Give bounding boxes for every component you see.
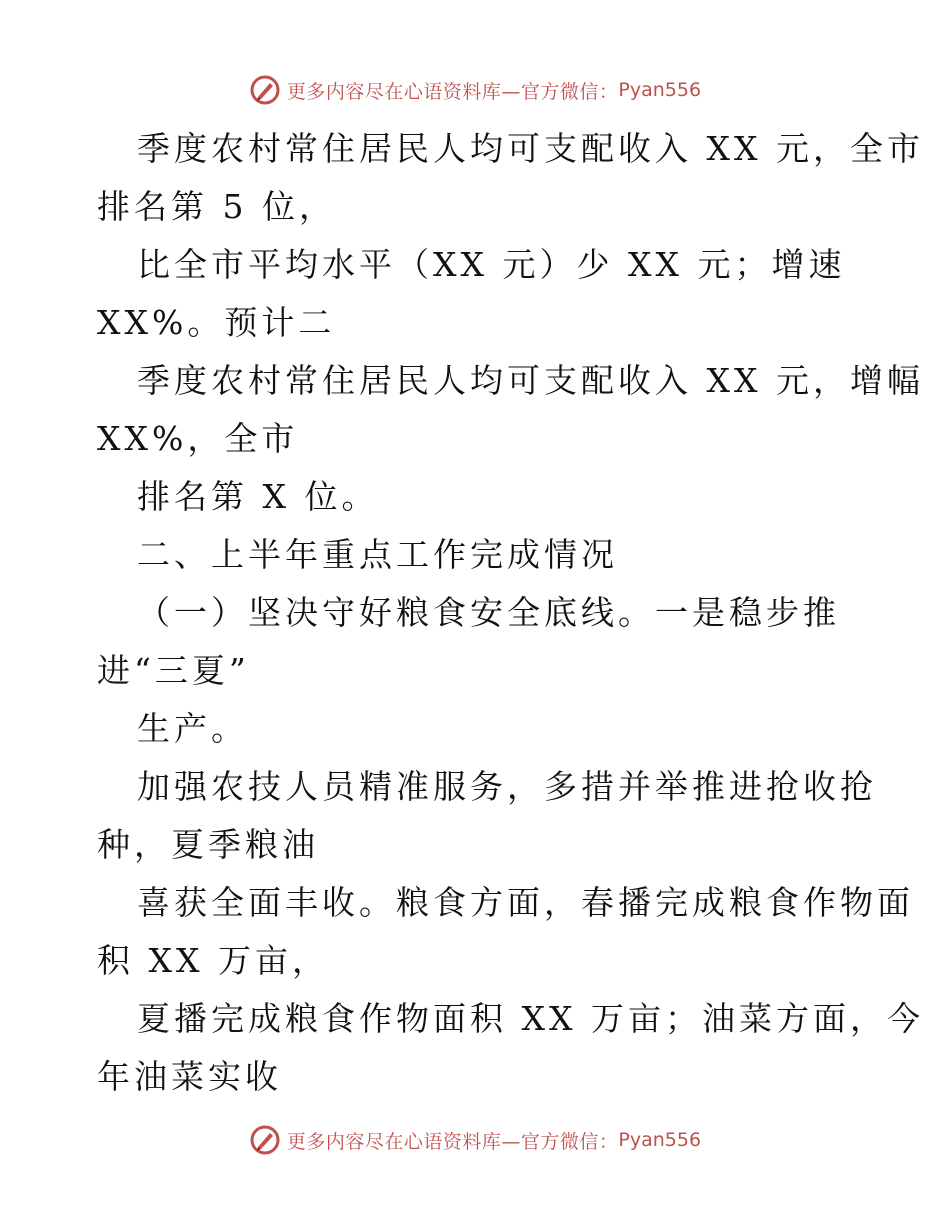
body-line: 比全市平均水平（XX 元）少 XX 元；增速 (137, 245, 846, 284)
body-line: 进“三夏” (97, 651, 250, 690)
footer-banner (0, 1120, 950, 1160)
pen-logo-icon (249, 1124, 281, 1156)
body-line: XX%。预计二 (97, 303, 336, 342)
body-line: 生产。 (137, 709, 248, 748)
body-line: 年油菜实收 (97, 1057, 282, 1096)
header-banner (0, 70, 950, 110)
body-line: 排名第 5 位， (97, 187, 336, 226)
header-contact: Pyan556 (618, 79, 702, 101)
pen-logo-icon (249, 74, 281, 106)
document-body (97, 120, 924, 1106)
footer-contact: Pyan556 (618, 1129, 702, 1151)
body-line: （一）坚决守好粮食安全底线。一是稳步推 (137, 593, 840, 632)
body-line: 夏播完成粮食作物面积 XX 万亩；油菜方面，今 (137, 999, 924, 1038)
body-line: 排名第 X 位。 (137, 477, 379, 516)
footer-banner-text: 更多内容尽在心语资料库—官方微信： (286, 1130, 619, 1153)
body-line: 季度农村常住居民人均可支配收入 XX 元，增幅 (137, 361, 924, 400)
body-line: 喜获全面丰收。粮食方面，春播完成粮食作物面 (137, 883, 914, 922)
body-line: XX%，全市 (97, 419, 299, 458)
body-line: 季度农村常住居民人均可支配收入 XX 元，全市 (137, 129, 924, 168)
body-line: 积 XX 万亩， (97, 941, 329, 980)
section-heading: 二、上半年重点工作完成情况 (137, 535, 618, 574)
body-line: 种，夏季粮油 (97, 825, 319, 864)
body-line: 加强农技人员精准服务，多措并举推进抢收抢 (137, 767, 877, 806)
header-banner-text: 更多内容尽在心语资料库—官方微信： (286, 80, 619, 103)
